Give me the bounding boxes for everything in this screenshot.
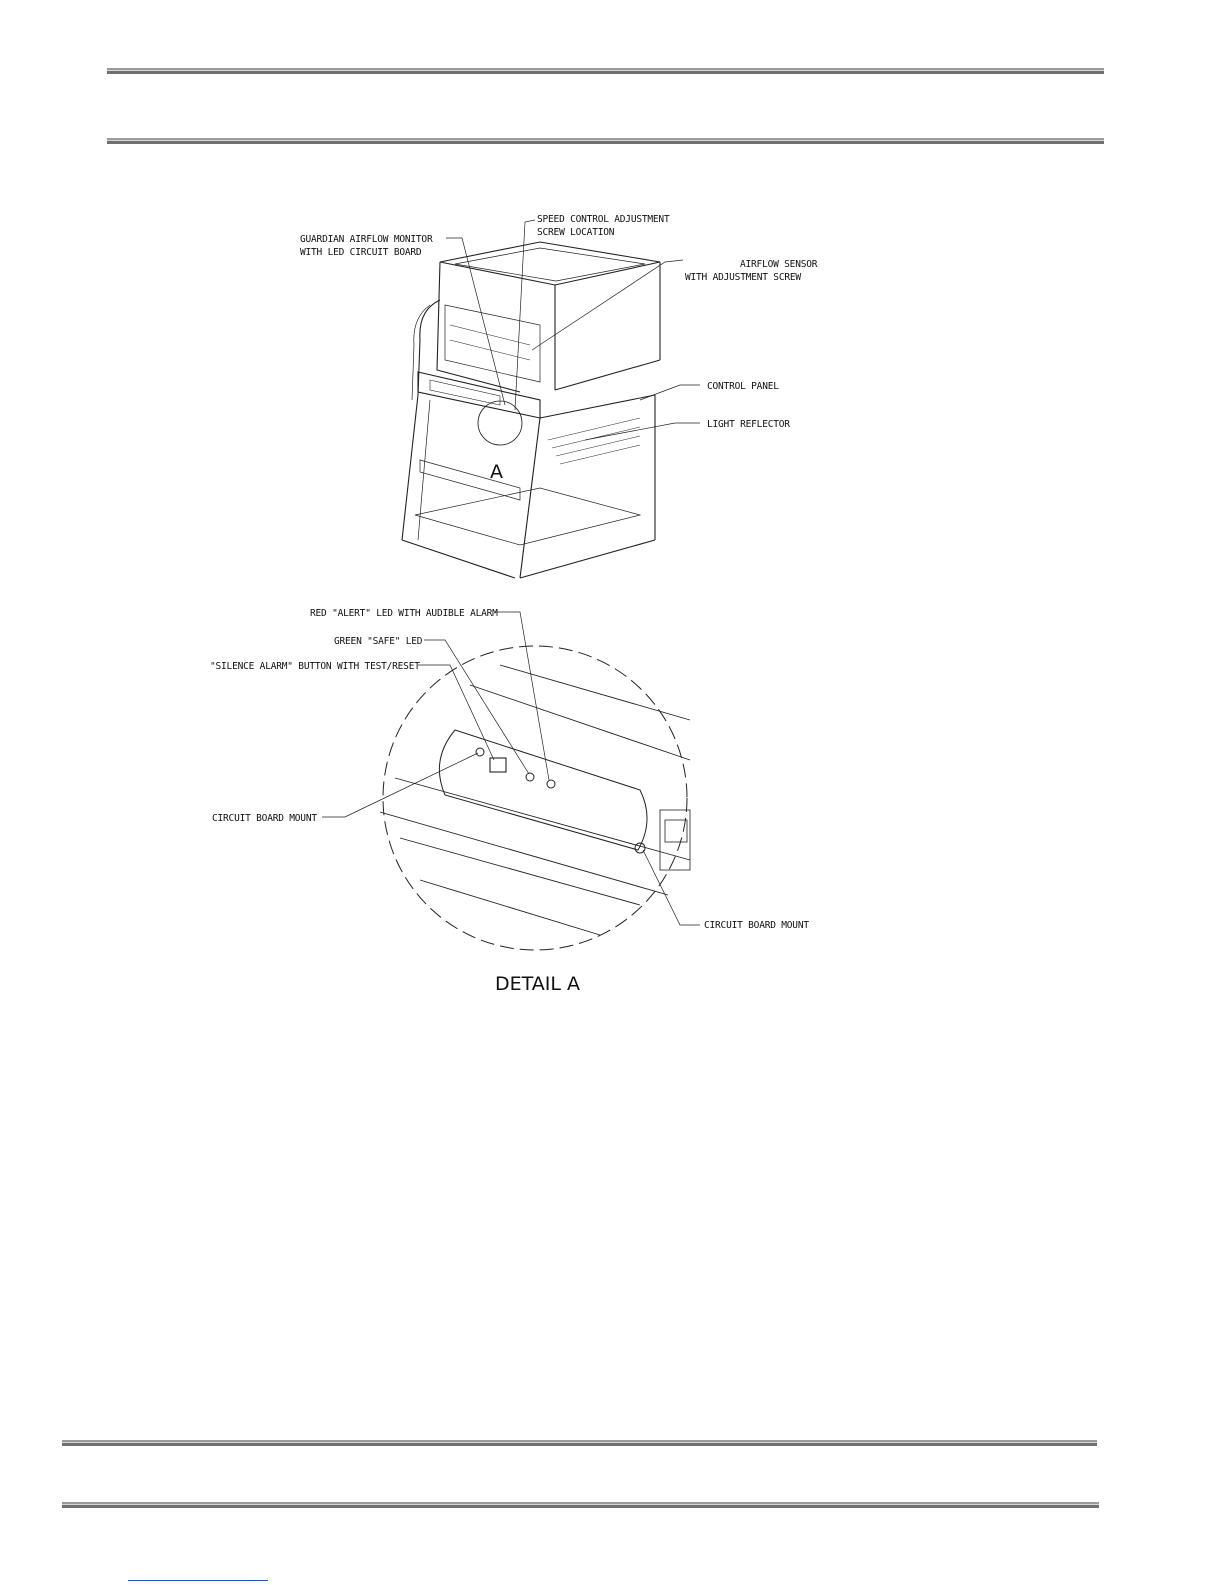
label-circuit-mount-left: CIRCUIT BOARD MOUNT [212,813,317,824]
label-airflow-sensor-2: WITH ADJUSTMENT SCREW [685,272,801,283]
label-guardian-monitor-2: WITH LED CIRCUIT BOARD [300,247,422,258]
label-speed-control-1: SPEED CONTROL ADJUSTMENT [537,214,670,225]
label-red-alert-led: RED "ALERT" LED WITH AUDIBLE ALARM [310,608,498,619]
label-silence-button: "SILENCE ALARM" BUTTON WITH TEST/RESET [210,661,420,672]
cabinet-drawing [402,242,660,578]
label-light-reflector: LIGHT REFLECTOR [707,419,790,430]
detail-caption: DETAIL A [495,973,580,995]
label-control-panel: CONTROL PANEL [707,381,779,392]
detail-a-drawing [380,646,690,950]
footer-link-underline [128,1580,268,1581]
label-guardian-monitor-1: GUARDIAN AIRFLOW MONITOR [300,234,433,245]
footer-rule-bottom [62,1502,1099,1508]
leader-lines [322,220,700,925]
label-detail-marker: A [490,461,503,483]
label-green-safe-led: GREEN "SAFE" LED [334,636,423,647]
footer-rule-top [62,1440,1097,1446]
label-airflow-sensor-1: AIRFLOW SENSOR [740,259,818,270]
label-circuit-mount-right: CIRCUIT BOARD MOUNT [704,920,809,931]
label-speed-control-2: SCREW LOCATION [537,227,615,238]
